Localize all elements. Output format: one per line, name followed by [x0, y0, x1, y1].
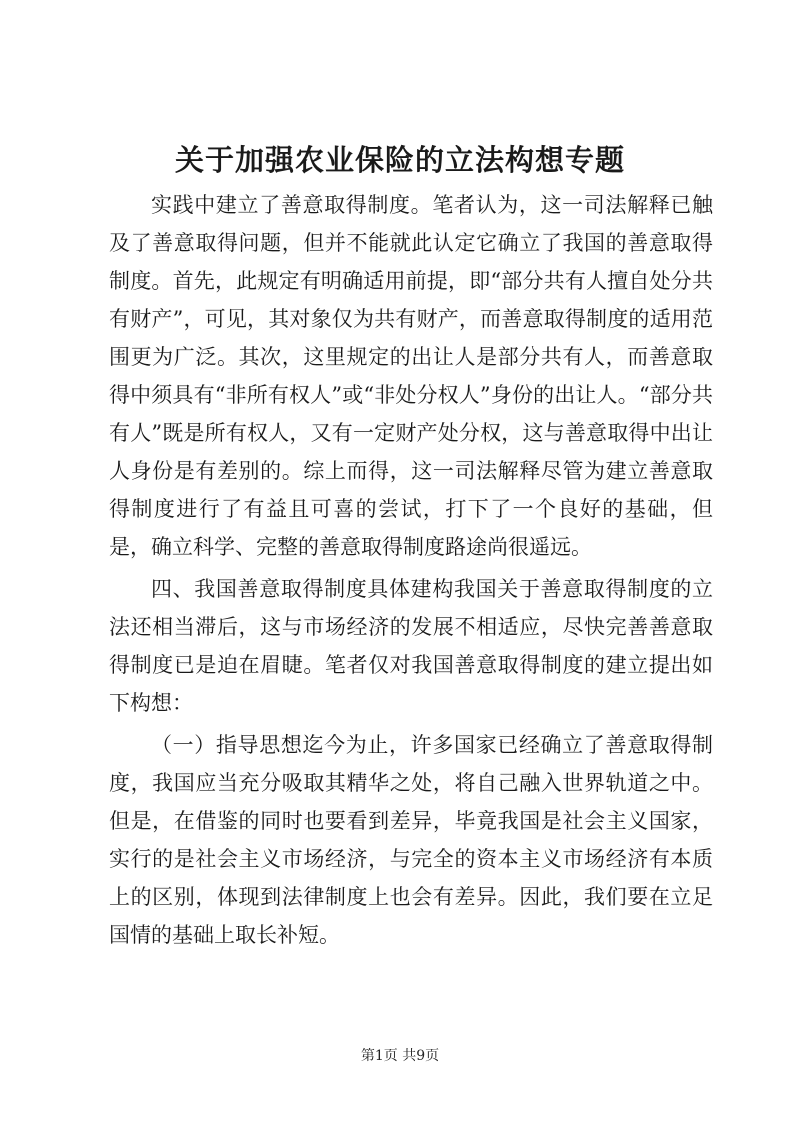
- document-body: [109, 186, 713, 954]
- paragraph: 四、我国善意取得制度具体建构我国关于善意取得制度的立法还相当滞后，这与市场经济的发展不相适应，尽快完善善意取得制度已是迫在眉睫。笔者仅对我国善意取得制度的建立提出如下构想：: [109, 577, 713, 715]
- page-number-footer: 第1页 共9页: [360, 1048, 440, 1064]
- document-title: 关于加强农业保险的立法构想专题: [174, 143, 625, 177]
- paragraph: 实践中建立了善意取得制度。笔者认为，这一司法解释已触及了善意取得问题，但并不能就此认定它确立了我国的善意取得制度。首先，此规定有明确适用前提，即“部分共有人擅自处分共有财产”，可见，其对象仅为共有财产，而善意取得制度的适用范围更为广泛。其次，这里规定的出让人是部分共有人，而善意取得中须具有“非所有权人”或“非处分权人”身份的出让人。“部分共有人”既是所有权人，又有一定财产处分权，这与善意取得中出让人身份是有差别的。综上而得，这一司法解释尽管为建立善意取得制度进行了有益且可喜的尝试，打下了一个良好的基础，但是，确立科学、完整的善意取得制度路途尚很遥远。: [109, 193, 713, 559]
- paragraph: （一）指导思想迄今为止，许多国家已经确立了善意取得制度，我国应当充分吸取其精华之处，将自己融入世界轨道之中。但是，在借鉴的同时也要看到差异，毕竟我国是社会主义国家，实行的是社会主义市场经济，与完全的资本主义市场经济有本质上的区别，体现到法律制度上也会有差异。因此，我们要在立足国情的基础上取长补短。: [109, 733, 713, 947]
